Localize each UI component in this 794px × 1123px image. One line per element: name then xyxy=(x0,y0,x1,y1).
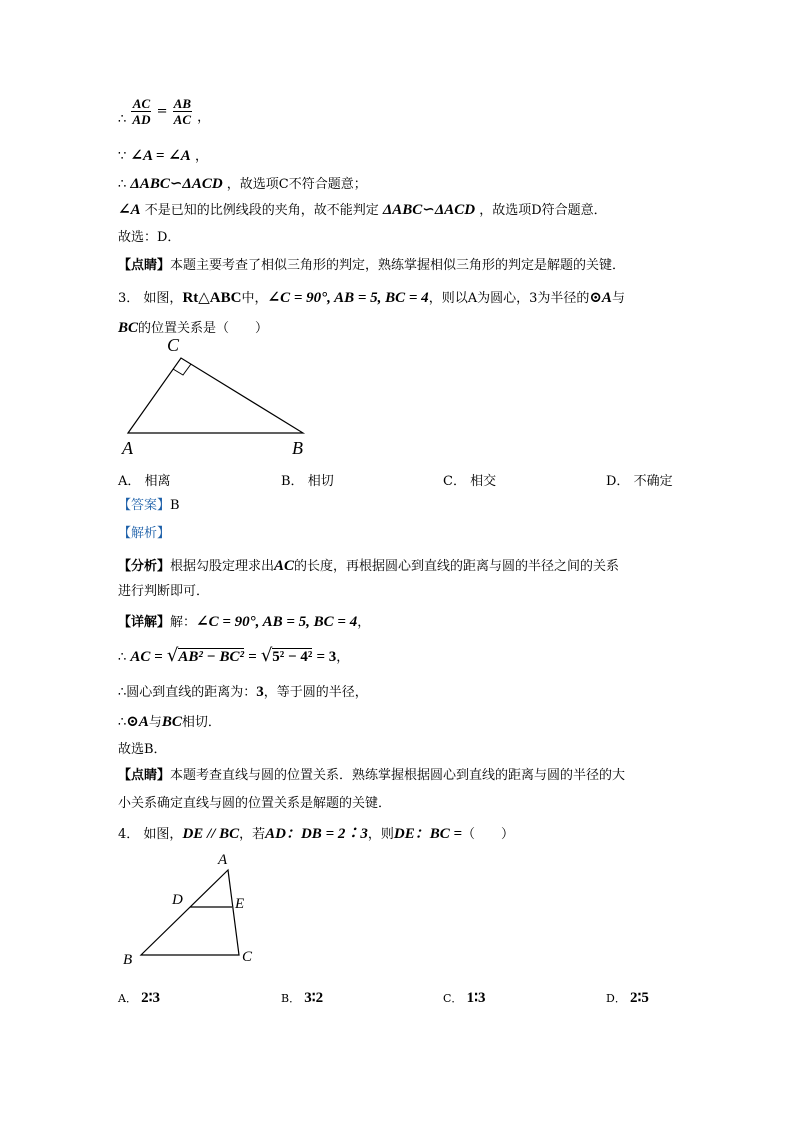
answer-tag: 【答案】 xyxy=(118,498,171,513)
because-symbol: ∵ xyxy=(118,149,127,164)
option-text: 相交 xyxy=(470,474,497,489)
option-b[interactable] xyxy=(281,988,323,1007)
distance-line xyxy=(118,682,368,703)
option-letter: C． xyxy=(443,474,466,489)
final-answer-line: 故选B． xyxy=(118,742,167,757)
math-circle-a: ⊙A xyxy=(126,714,149,730)
math-bc: BC xyxy=(118,320,139,336)
option-a[interactable] xyxy=(118,470,171,489)
fenxi-tag: 【分析】 xyxy=(118,559,171,574)
fraction-denominator: AD xyxy=(132,112,151,127)
math-given: ∠C = 90°, AB = 5, BC = 4 xyxy=(267,290,429,306)
option-letter: A． xyxy=(118,474,141,489)
math-bc: BC xyxy=(161,714,182,730)
analysis-heading: 【解析】 xyxy=(118,526,171,541)
vertex-label-d: D xyxy=(172,892,183,908)
question-text: 的位置关系是（ ） xyxy=(138,321,269,336)
vertex-label-c: C xyxy=(242,949,253,965)
math-given: ∠C = 90°, AB = 5, BC = 4 xyxy=(196,614,358,630)
fraction-ab-ac xyxy=(173,96,192,127)
option-letter: A． xyxy=(118,992,137,1005)
option-text: 不确定 xyxy=(633,474,673,489)
question-4-stem xyxy=(118,824,514,845)
proof-line-angle xyxy=(118,146,208,167)
vertex-label-b: B xyxy=(292,438,303,458)
option-d[interactable] xyxy=(606,988,649,1007)
comment-tag: 【点睛】 xyxy=(118,258,171,273)
comma: ， xyxy=(357,615,371,630)
proof-text: ，故选项C不符合题意； xyxy=(226,177,367,192)
comment-tag: 【点睛】 xyxy=(118,768,171,783)
detail-line xyxy=(118,612,370,633)
proof-line-fraction xyxy=(118,96,210,127)
math-parallel: DE // BC xyxy=(182,826,240,842)
math-ratio-de-bc: DE：BC = xyxy=(393,826,463,842)
question-text: （ ） xyxy=(462,827,515,842)
triangle-ade-figure xyxy=(118,848,268,974)
conclusion-text: 相切． xyxy=(181,715,221,730)
comment-line2: 小关系确定直线与圆的位置关系是解题的关键． xyxy=(118,796,392,811)
option-text: 相离 xyxy=(144,474,171,489)
vertex-label-a: A xyxy=(122,438,133,458)
math-ac-equals: AC = xyxy=(130,649,163,665)
option-a[interactable] xyxy=(118,988,160,1007)
triangle-abc xyxy=(141,870,239,955)
math-ac: AC xyxy=(274,558,295,574)
question-text: 与 xyxy=(611,291,625,306)
question-text: 如图， xyxy=(143,827,183,842)
comment-line1 xyxy=(118,766,625,786)
comment-line xyxy=(118,256,625,276)
therefore-symbol: ∴ xyxy=(118,177,127,192)
proof-text: ，故选项D符合题意． xyxy=(479,203,607,218)
proof-text: 不是已知的比例线段的夹角，故不能判定 xyxy=(144,203,379,218)
distance-text: ，等于圆的半径， xyxy=(263,685,368,700)
answer-line xyxy=(118,496,180,516)
question-text: 中， xyxy=(241,291,268,306)
question-text: ，则 xyxy=(367,827,394,842)
question-text: ，若 xyxy=(239,827,266,842)
question-text: ，则以A为圆心，3为半径的 xyxy=(428,291,590,306)
math-ratio-ad-db: AD：DB = 2∶3 xyxy=(265,826,368,842)
option-d[interactable] xyxy=(606,470,673,489)
math-similar-triangles: ΔABC∽ΔACD xyxy=(130,176,223,192)
comma: ， xyxy=(197,110,211,125)
answer-value: B xyxy=(170,498,180,513)
vertex-label-a: A xyxy=(218,852,228,868)
detail-tag: 【详解】 xyxy=(118,615,171,630)
question-3-stem-line1 xyxy=(118,288,625,309)
math-angle-equality: ∠A = ∠A xyxy=(130,148,191,164)
option-c[interactable] xyxy=(443,988,485,1007)
proof-line-option-d xyxy=(118,200,607,221)
radicand-1: AB² − BC² xyxy=(178,649,244,665)
question-text: 如图， xyxy=(143,291,183,306)
math-three: 3 xyxy=(256,684,264,700)
triangle-abc xyxy=(128,358,303,433)
option-letter: D． xyxy=(606,474,630,489)
sqrt-symbol: √ xyxy=(260,645,273,666)
therefore-symbol: ∴ xyxy=(118,715,127,730)
vertex-label-e: E xyxy=(235,896,245,912)
option-letter: C． xyxy=(443,992,463,1005)
equals-sign: = xyxy=(156,104,168,119)
fenxi-line2: 进行判断即可． xyxy=(118,584,210,599)
option-text: 2∶5 xyxy=(629,990,649,1006)
math-right-triangle: Rt△ABC xyxy=(182,290,242,306)
option-text: 2∶3 xyxy=(141,990,160,1006)
comma: ， xyxy=(336,650,350,665)
answer-line: 故选：D． xyxy=(118,230,181,245)
math-angle-a: ∠A xyxy=(118,202,141,218)
fenxi-text: 根据勾股定理求出 xyxy=(170,559,275,574)
therefore-symbol: ∴ xyxy=(118,685,127,700)
calc-line xyxy=(118,646,349,668)
fraction-denominator: AC xyxy=(173,112,192,127)
therefore-symbol: ∴ xyxy=(118,650,127,665)
fenxi-text: 的长度，再根据圆心到直线的距离与圆的半径之间的关系 xyxy=(294,559,620,574)
proof-line-similar xyxy=(118,174,367,195)
equals-sign: = xyxy=(248,649,257,665)
vertex-label-b: B xyxy=(123,952,133,968)
option-letter: B． xyxy=(281,992,301,1005)
conclusion-line xyxy=(118,712,221,733)
detail-text: 解： xyxy=(170,615,197,630)
conclusion-text: 与 xyxy=(148,715,162,730)
option-text: 相切 xyxy=(307,474,334,489)
math-circle-a: ⊙A xyxy=(589,290,612,306)
option-c[interactable] xyxy=(443,470,496,489)
math-similar-triangles: ΔABC∽ΔACD xyxy=(382,202,476,218)
radicand-2: 5² − 4² xyxy=(272,649,313,665)
comment-text: 本题主要考查了相似三角形的判定，熟练掌握相似三角形的判定是解题的关键． xyxy=(170,258,626,273)
option-letter: B． xyxy=(281,474,304,489)
vertex-label-c: C xyxy=(167,335,180,355)
comma: ， xyxy=(194,149,208,164)
question-number: 4． xyxy=(118,827,140,842)
fraction-numerator: AB xyxy=(173,96,192,111)
fenxi-line1 xyxy=(118,556,619,577)
sqrt-symbol: √ xyxy=(166,645,179,666)
distance-text: 圆心到直线的距离为： xyxy=(126,685,257,700)
option-text: 1∶3 xyxy=(466,990,486,1006)
result: = 3 xyxy=(316,649,337,665)
option-b[interactable] xyxy=(281,470,334,489)
option-letter: D． xyxy=(606,992,626,1005)
comment-text: 本题考查直线与圆的位置关系．熟练掌握根据圆心到直线的距离与圆的半径的大 xyxy=(170,768,626,783)
fraction-numerator: AC xyxy=(132,96,151,111)
question-number: 3． xyxy=(118,291,140,306)
option-text: 3∶2 xyxy=(304,990,324,1006)
fraction-ac-ad xyxy=(131,96,151,127)
triangle-abc-figure xyxy=(115,332,325,460)
therefore-symbol: ∴ xyxy=(118,112,127,127)
